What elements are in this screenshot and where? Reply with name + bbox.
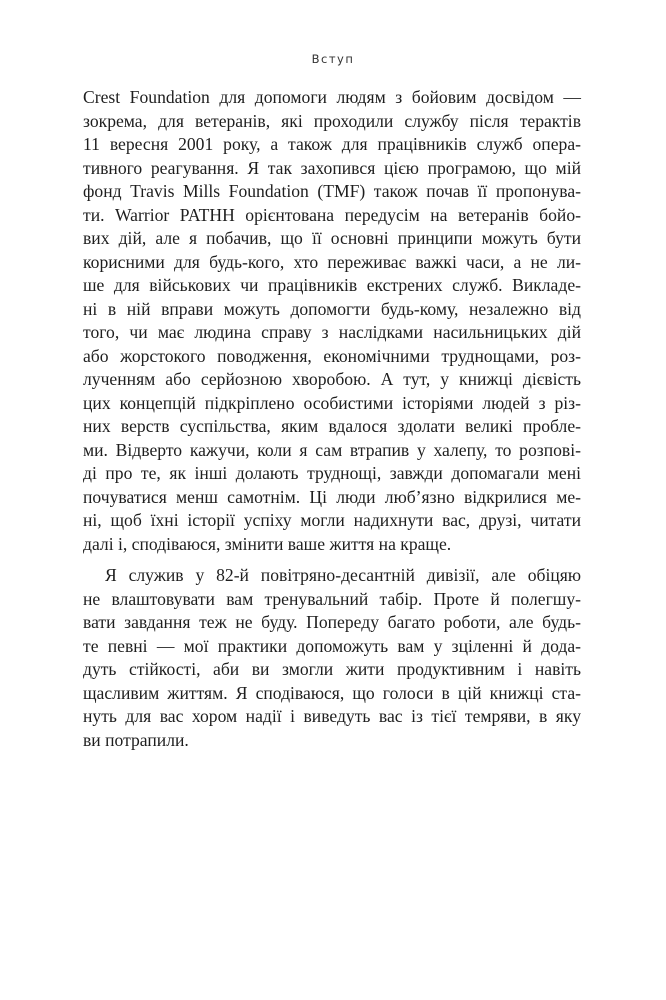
running-header: Вступ: [311, 52, 355, 66]
text-line: або жорстокого поводження, економічними труднощами, роз-: [83, 345, 581, 366]
text-line: почуватися менш самотнім. Ці люди люб’язно відкрилися ме-: [83, 486, 581, 507]
text-line: 11 вересня 2001 року, а також для працівників служб опера-: [83, 134, 581, 154]
text-line: нуть для вас хором надії і виведуть вас із тієї темряви, в яку: [83, 706, 581, 726]
text-line: зокрема, для ветеранів, які проходили службу після терактів: [83, 110, 581, 131]
text-line: вих дій, але я побачив, що її основні принципи можуть бути: [83, 228, 581, 248]
text-line: далі і, сподіваюся, змінити ваше життя на краще.: [83, 533, 452, 554]
text-line: ви потрапили.: [83, 729, 189, 750]
text-line: тивного реагування. Я так захопився цією програмою, що мій: [83, 157, 581, 178]
text-line: ше для військових чи працівників екстрених служб. Викладе-: [83, 275, 581, 295]
text-line: те певні — мої практики допоможуть вам у зціленні й дода-: [83, 635, 581, 656]
text-line: щасливим життям. Я сподіваюся, що голоси в цій книжці ста-: [83, 682, 581, 703]
text-line: ти. Warrior PATHH орієнтована передусім на ветеранів бойо-: [83, 204, 581, 225]
text-line: ні в ній вправи можуть допомогти будь-кому, незалежно від: [83, 298, 581, 319]
text-line: Я служив у 82-й повітряно-десантній дивізії, але обіцяю: [105, 565, 581, 585]
text-line: цих концепцій підкріплено особистими історіями людей з різ-: [83, 392, 581, 413]
text-line: ні, щоб їхні історії успіху могли надихнути вас, друзі, читати: [83, 510, 581, 530]
text-line: ді про те, як інші долають труднощі, завжди допомагали мені: [83, 463, 581, 483]
text-line: корисними для будь-кого, хто переживає важкі часи, а не ли-: [83, 251, 581, 272]
text-line: дуть стійкості, аби ви змогли жити продуктивним і навіть: [83, 659, 581, 679]
text-line: того, чи має людина справу з наслідками насильницьких дій: [83, 322, 581, 342]
paragraph-2: [83, 564, 581, 752]
text-line: лученням або серйозною хворобою. А тут, у книжці дієвість: [83, 369, 581, 389]
text-line: не влаштовувати вам тренувальний табір. Проте й полегшу-: [83, 588, 581, 609]
text-line: фонд Travis Mills Foundation (TMF) також почав її пропонува-: [83, 181, 581, 201]
text-line: вати завдання теж не буду. Попереду багато роботи, але будь-: [83, 612, 581, 632]
text-line: Crest Foundation для допомоги людям з бойовим досвідом —: [83, 87, 581, 107]
text-line: ми. Відверто кажучи, коли я сам втрапив у халепу, то розпові-: [83, 439, 581, 460]
paragraph-1: [83, 86, 581, 556]
text-line: них верств суспільства, яким вдалося здолати великі пробле-: [83, 416, 581, 436]
